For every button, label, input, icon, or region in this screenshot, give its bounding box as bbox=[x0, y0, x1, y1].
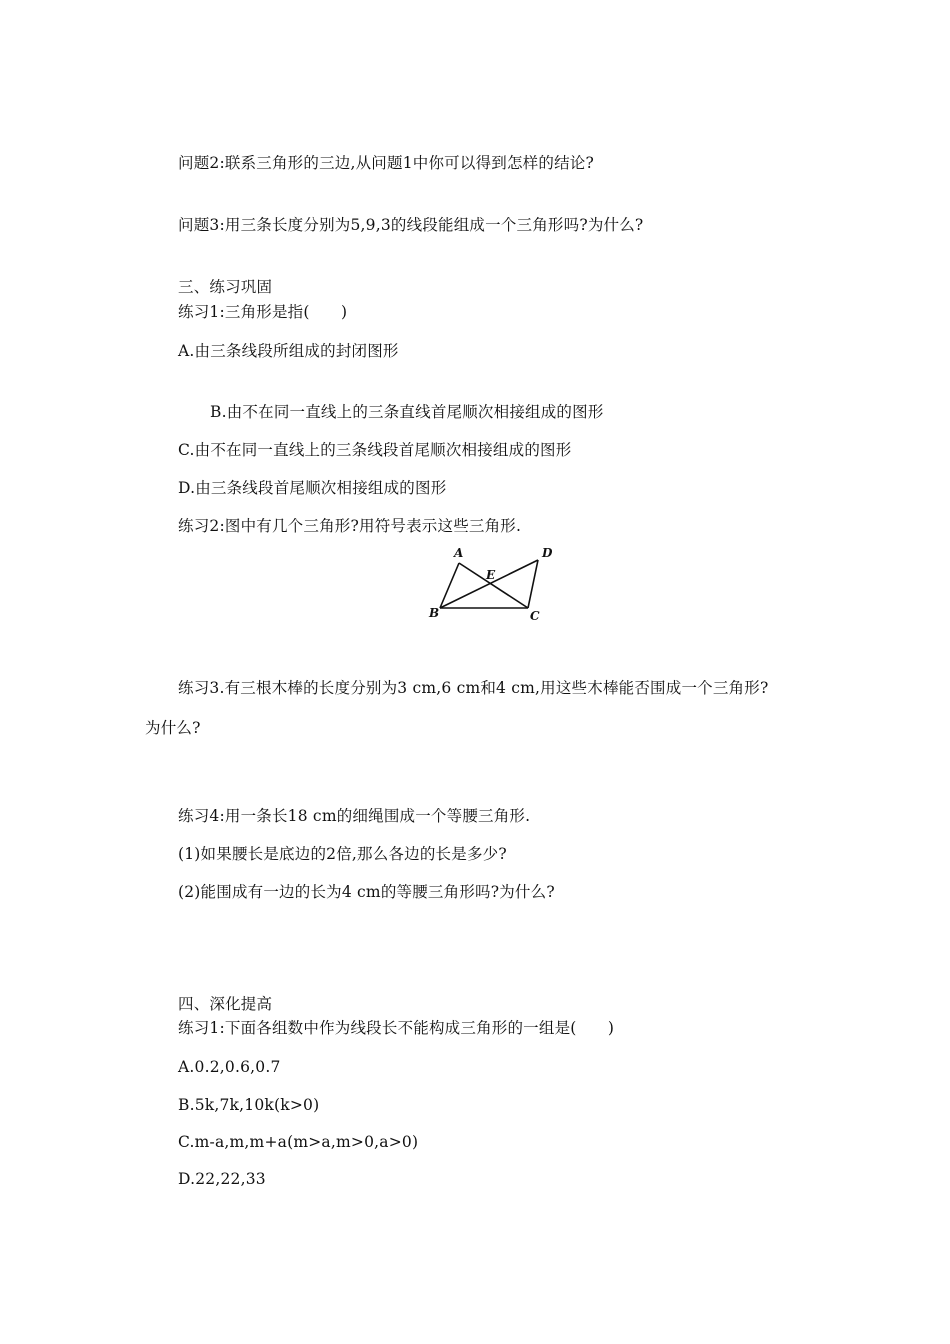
deep-exercise-1-option-d: D.22,22,33 bbox=[178, 1170, 266, 1188]
deep-exercise-1-option-a: A.0.2,0.6,0.7 bbox=[178, 1058, 281, 1076]
exercise-1-option-b: B.由不在同一直线上的三条直线首尾顺次相接组成的图形 bbox=[210, 403, 604, 421]
section-4-title: 四、深化提高 bbox=[178, 995, 273, 1013]
segment-ab bbox=[440, 563, 459, 608]
exercise-1-option-c: C.由不在同一直线上的三条线段首尾顺次相接组成的图形 bbox=[178, 441, 572, 459]
section-3-title: 三、练习巩固 bbox=[178, 278, 273, 296]
exercise-1-option-d: D.由三条线段首尾顺次相接组成的图形 bbox=[178, 479, 447, 497]
exercise-1-stem: 练习1:三角形是指( ) bbox=[178, 303, 348, 321]
deep-exercise-1-option-c: C.m-a,m,m+a(m>a,m>0,a>0) bbox=[178, 1133, 419, 1151]
label-b: B bbox=[429, 606, 440, 620]
exercise-3-line-2: 为什么? bbox=[145, 719, 201, 737]
label-c: C bbox=[530, 609, 540, 623]
exercise-1-option-a: A.由三条线段所组成的封闭图形 bbox=[178, 342, 399, 360]
question-2: 问题2:联系三角形的三边,从问题1中你可以得到怎样的结论? bbox=[178, 154, 594, 172]
exercise-4-stem: 练习4:用一条长18 cm的细绳围成一个等腰三角形. bbox=[178, 807, 531, 825]
label-e: E bbox=[486, 568, 496, 582]
label-a: A bbox=[454, 546, 464, 560]
deep-exercise-1-option-b: B.5k,7k,10k(k>0) bbox=[178, 1096, 320, 1114]
triangle-figure bbox=[424, 544, 564, 628]
deep-exercise-1-stem: 练习1:下面各组数中作为线段长不能构成三角形的一组是( ) bbox=[178, 1019, 615, 1037]
exercise-2-stem: 练习2:图中有几个三角形?用符号表示这些三角形. bbox=[178, 517, 522, 535]
exercise-4-sub-2: (2)能围成有一边的长为4 cm的等腰三角形吗?为什么? bbox=[178, 883, 555, 901]
question-3: 问题3:用三条长度分别为5,9,3的线段能组成一个三角形吗?为什么? bbox=[178, 216, 644, 234]
label-d: D bbox=[542, 546, 553, 560]
segment-cd bbox=[528, 560, 538, 608]
exercise-4-sub-1: (1)如果腰长是底边的2倍,那么各边的长是多少? bbox=[178, 845, 507, 863]
exercise-3-line-1: 练习3.有三根木棒的长度分别为3 cm,6 cm和4 cm,用这些木棒能否围成一个三角形? bbox=[178, 679, 769, 697]
